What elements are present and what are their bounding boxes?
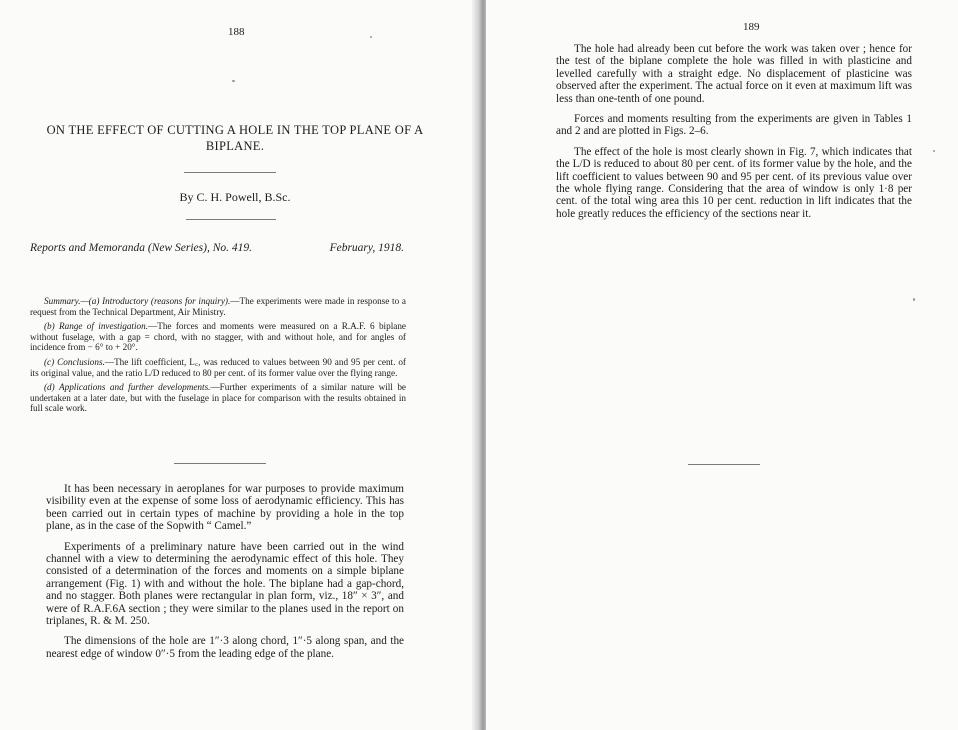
scan-speck (232, 80, 235, 82)
article-title: ON THE EFFECT OF CUTTING A HOLE IN THE TOP PLANE OF A BIPLANE. (46, 123, 424, 153)
report-reference (30, 242, 404, 254)
summary-label: (b) Range of investigation. (44, 321, 149, 332)
body-paragraph: The hole had already been cut before the work was taken over ; hence for the test of the biplane complete the hole was filled in with plasticine and levelled carefully with a straight edge. No displacement of plasticine was observed after the experiment. The actual force on it even at maximum lift was less than one-tenth of one pound. (556, 43, 912, 105)
divider-rule (184, 172, 276, 173)
report-date: February, 1918. (329, 242, 404, 254)
summary-label: Summary.—(a) Introductory (reasons for inquiry). (44, 296, 231, 306)
scan-speck (370, 36, 372, 38)
scan-speck (913, 298, 915, 301)
divider-rule (186, 219, 276, 220)
summary-paragraph (30, 296, 406, 317)
body-paragraph: The effect of the hole is most clearly shown in Fig. 7, which indicates that the L/D is reduced to about 80 per cent. of its former value by the hole, and the lift coefficient to values between 90 and 95 per cent. of its previous value over the whole flying range. Considering that the area of window is only 1·8 per cent. of the total wing area this 10 per cent. reduction in lift indicates that the hole greatly reduces the efficiency of the sections near it. (556, 145, 912, 220)
summary-paragraph (30, 357, 406, 378)
report-series: Reports and Memoranda (New Series), No. 419. (30, 242, 252, 254)
body-text-left (46, 483, 404, 668)
divider-rule (174, 463, 266, 464)
summary-label: (c) Conclusions. (44, 356, 105, 367)
body-paragraph: Forces and moments resulting from the experiments are given in Tables 1 and 2 and are plotted in Figs. 2–6. (556, 113, 912, 138)
right-page (486, 0, 958, 730)
summary-text: —The experiments were made in response to a request from the Technical Department, Air Ministry. (30, 296, 406, 317)
body-paragraph: Experiments of a preliminary nature have been carried out in the wind channel with a view to determining the aerodynamic effect of this hole. They consisted of a determination of the forces and moments on a simple biplane arrangement (Fig. 1) with and without the hole. The biplane had a gap-chord, and no stagger. Both planes were rectangular in plan form, viz., 18″ × 3″, and were of R.A.F.6A section ; they were similar to the planes used in the report on triplanes, R. & M. 250. (46, 540, 404, 628)
summary-text: —The forces and moments were measured on a R.A.F. 6 biplane without fuselage, with a gap = chord, with no stagger, with and without hole, and for angles of incidence from − 6° to + 20°. (30, 321, 406, 353)
page-number-right: 189 (743, 21, 760, 33)
scan-speck (933, 150, 935, 152)
body-paragraph: The dimensions of the hole are 1″·3 along chord, 1″·5 along span, and the nearest edge of window 0″·5 from the leading edge of the plane. (46, 635, 404, 660)
body-paragraph: It has been necessary in aeroplanes for war purposes to provide maximum visibility even at the expense of some loss of aerodynamic efficiency. This has been carried out in certain types of machine by providing a hole in the top plane, as in the case of the Sopwith “ Camel.” (46, 483, 404, 533)
summary-text: —The lift coefficient, L꜀, was reduced to values between 90 and 95 per cent. of its original value, and the ratio L/D reduced to 80 per cent. of its former value over the flying range. (30, 356, 406, 378)
summary-block (30, 296, 406, 418)
summary-text: —Further experiments of a similar nature will be undertaken at a later date, but with the fuselage in place for comparison with the results obtained in full scale work. (30, 382, 406, 414)
author-byline: By C. H. Powell, B.Sc. (179, 190, 291, 204)
divider-rule (688, 464, 760, 465)
summary-paragraph (30, 321, 406, 353)
body-text-right (556, 43, 912, 228)
left-page (0, 0, 478, 730)
summary-label: (d) Applications and further developments. (44, 382, 211, 393)
summary-paragraph (30, 382, 406, 414)
page-number-left: 188 (228, 26, 245, 38)
